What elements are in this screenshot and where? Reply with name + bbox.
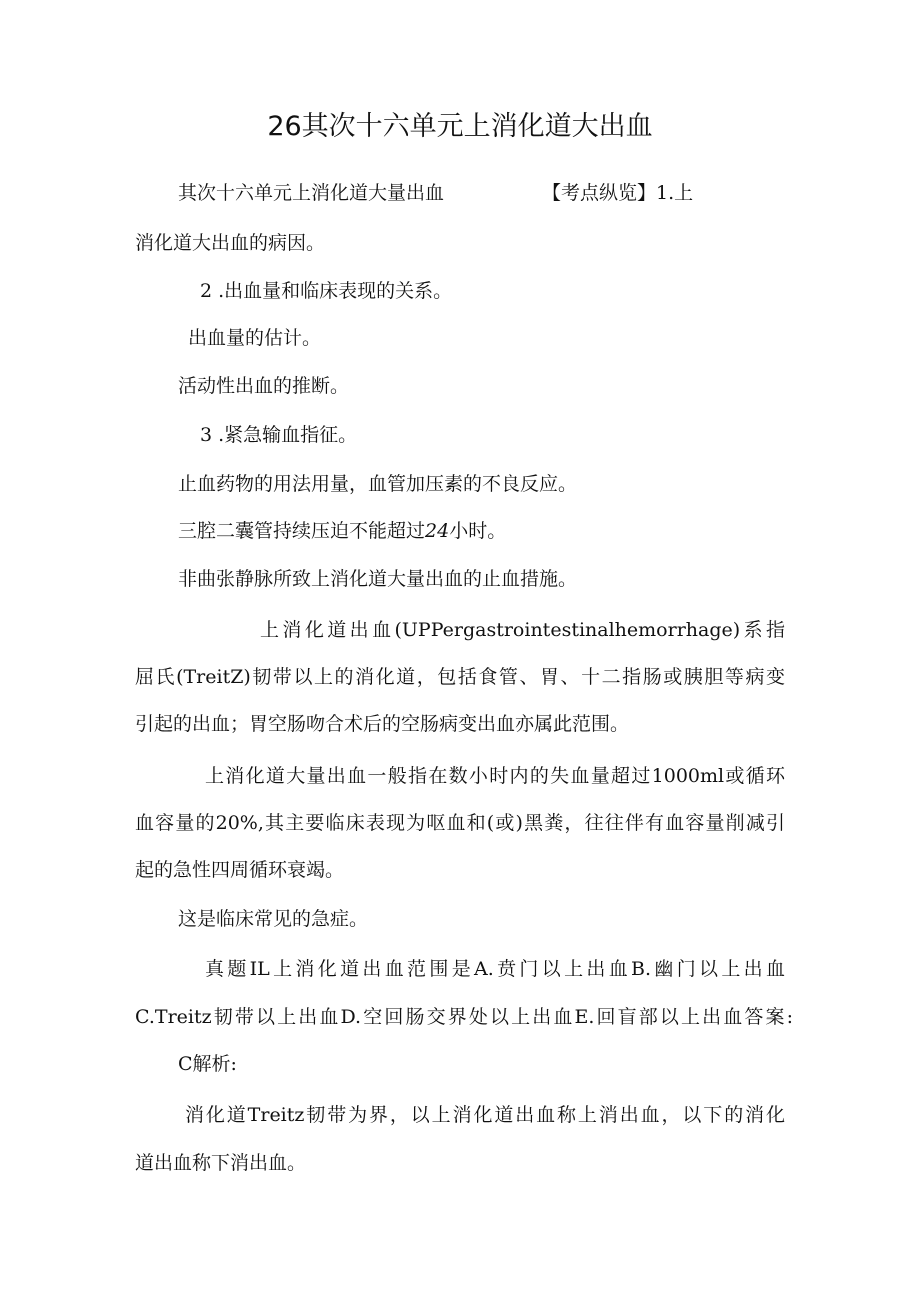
text-line: 起的急性四周循环衰竭。	[135, 859, 345, 881]
text-line: C解析:	[178, 1053, 237, 1075]
text-line: 屈氏(TreitZ)韧带以上的消化道，包括食管、胃、十二指肠或胰胆等病变	[135, 666, 785, 688]
text-line	[178, 519, 506, 543]
text-line: 止血药物的用法用量，血管加压素的不良反应。	[178, 473, 578, 495]
text-line: 活动性出血的推断。	[178, 375, 350, 397]
text-line: 真题IL上消化道出血范围是A.贲门以上出血B.幽门以上出血	[205, 958, 785, 980]
page-title: 26其次十六单元上消化道大出血	[267, 111, 653, 142]
text-line: 这是临床常见的急症。	[178, 908, 369, 930]
text-line: 出血量的估计。	[188, 327, 322, 349]
text-line: 3 .紧急输血指征。	[200, 424, 358, 446]
text-line: 消化道Treitz韧带为界，以上消化道出血称上消出血，以下的消化	[185, 1104, 785, 1126]
text-line: 消化道大出血的病因。	[135, 232, 326, 254]
text-line: C.Treitz韧带以上出血D.空回肠交界处以上出血E.回盲部以上出血答案:	[135, 1006, 793, 1028]
text-line: 非曲张静脉所致上消化道大量出血的止血措施。	[178, 568, 578, 590]
text-line: 其次十六单元上消化道大量出血	[178, 182, 445, 204]
text-segment: 小时。	[449, 520, 507, 542]
text-line: 上消化道出血(UPPergastrointestinalhemorrhage)系指	[260, 619, 785, 641]
text-line: 【考点纵览】1.上	[542, 182, 694, 204]
text-line: 上消化道大量出血一般指在数小时内的失血量超过1000ml或循环	[205, 765, 785, 787]
text-segment-italic: 24	[425, 520, 450, 542]
text-line: 血容量的20%,其主要临床表现为呕血和(或)黑粪，往往伴有血容量削减引	[135, 812, 785, 834]
text-line: 引起的出血；胃空肠吻合术后的空肠病变出血亦属此范围。	[135, 713, 630, 735]
text-line: 2 .出血量和临床表现的关系。	[200, 280, 453, 302]
text-line: 道出血称下消出血。	[135, 1152, 307, 1174]
text-segment: 三腔二囊管持续压迫不能超过	[178, 520, 426, 542]
